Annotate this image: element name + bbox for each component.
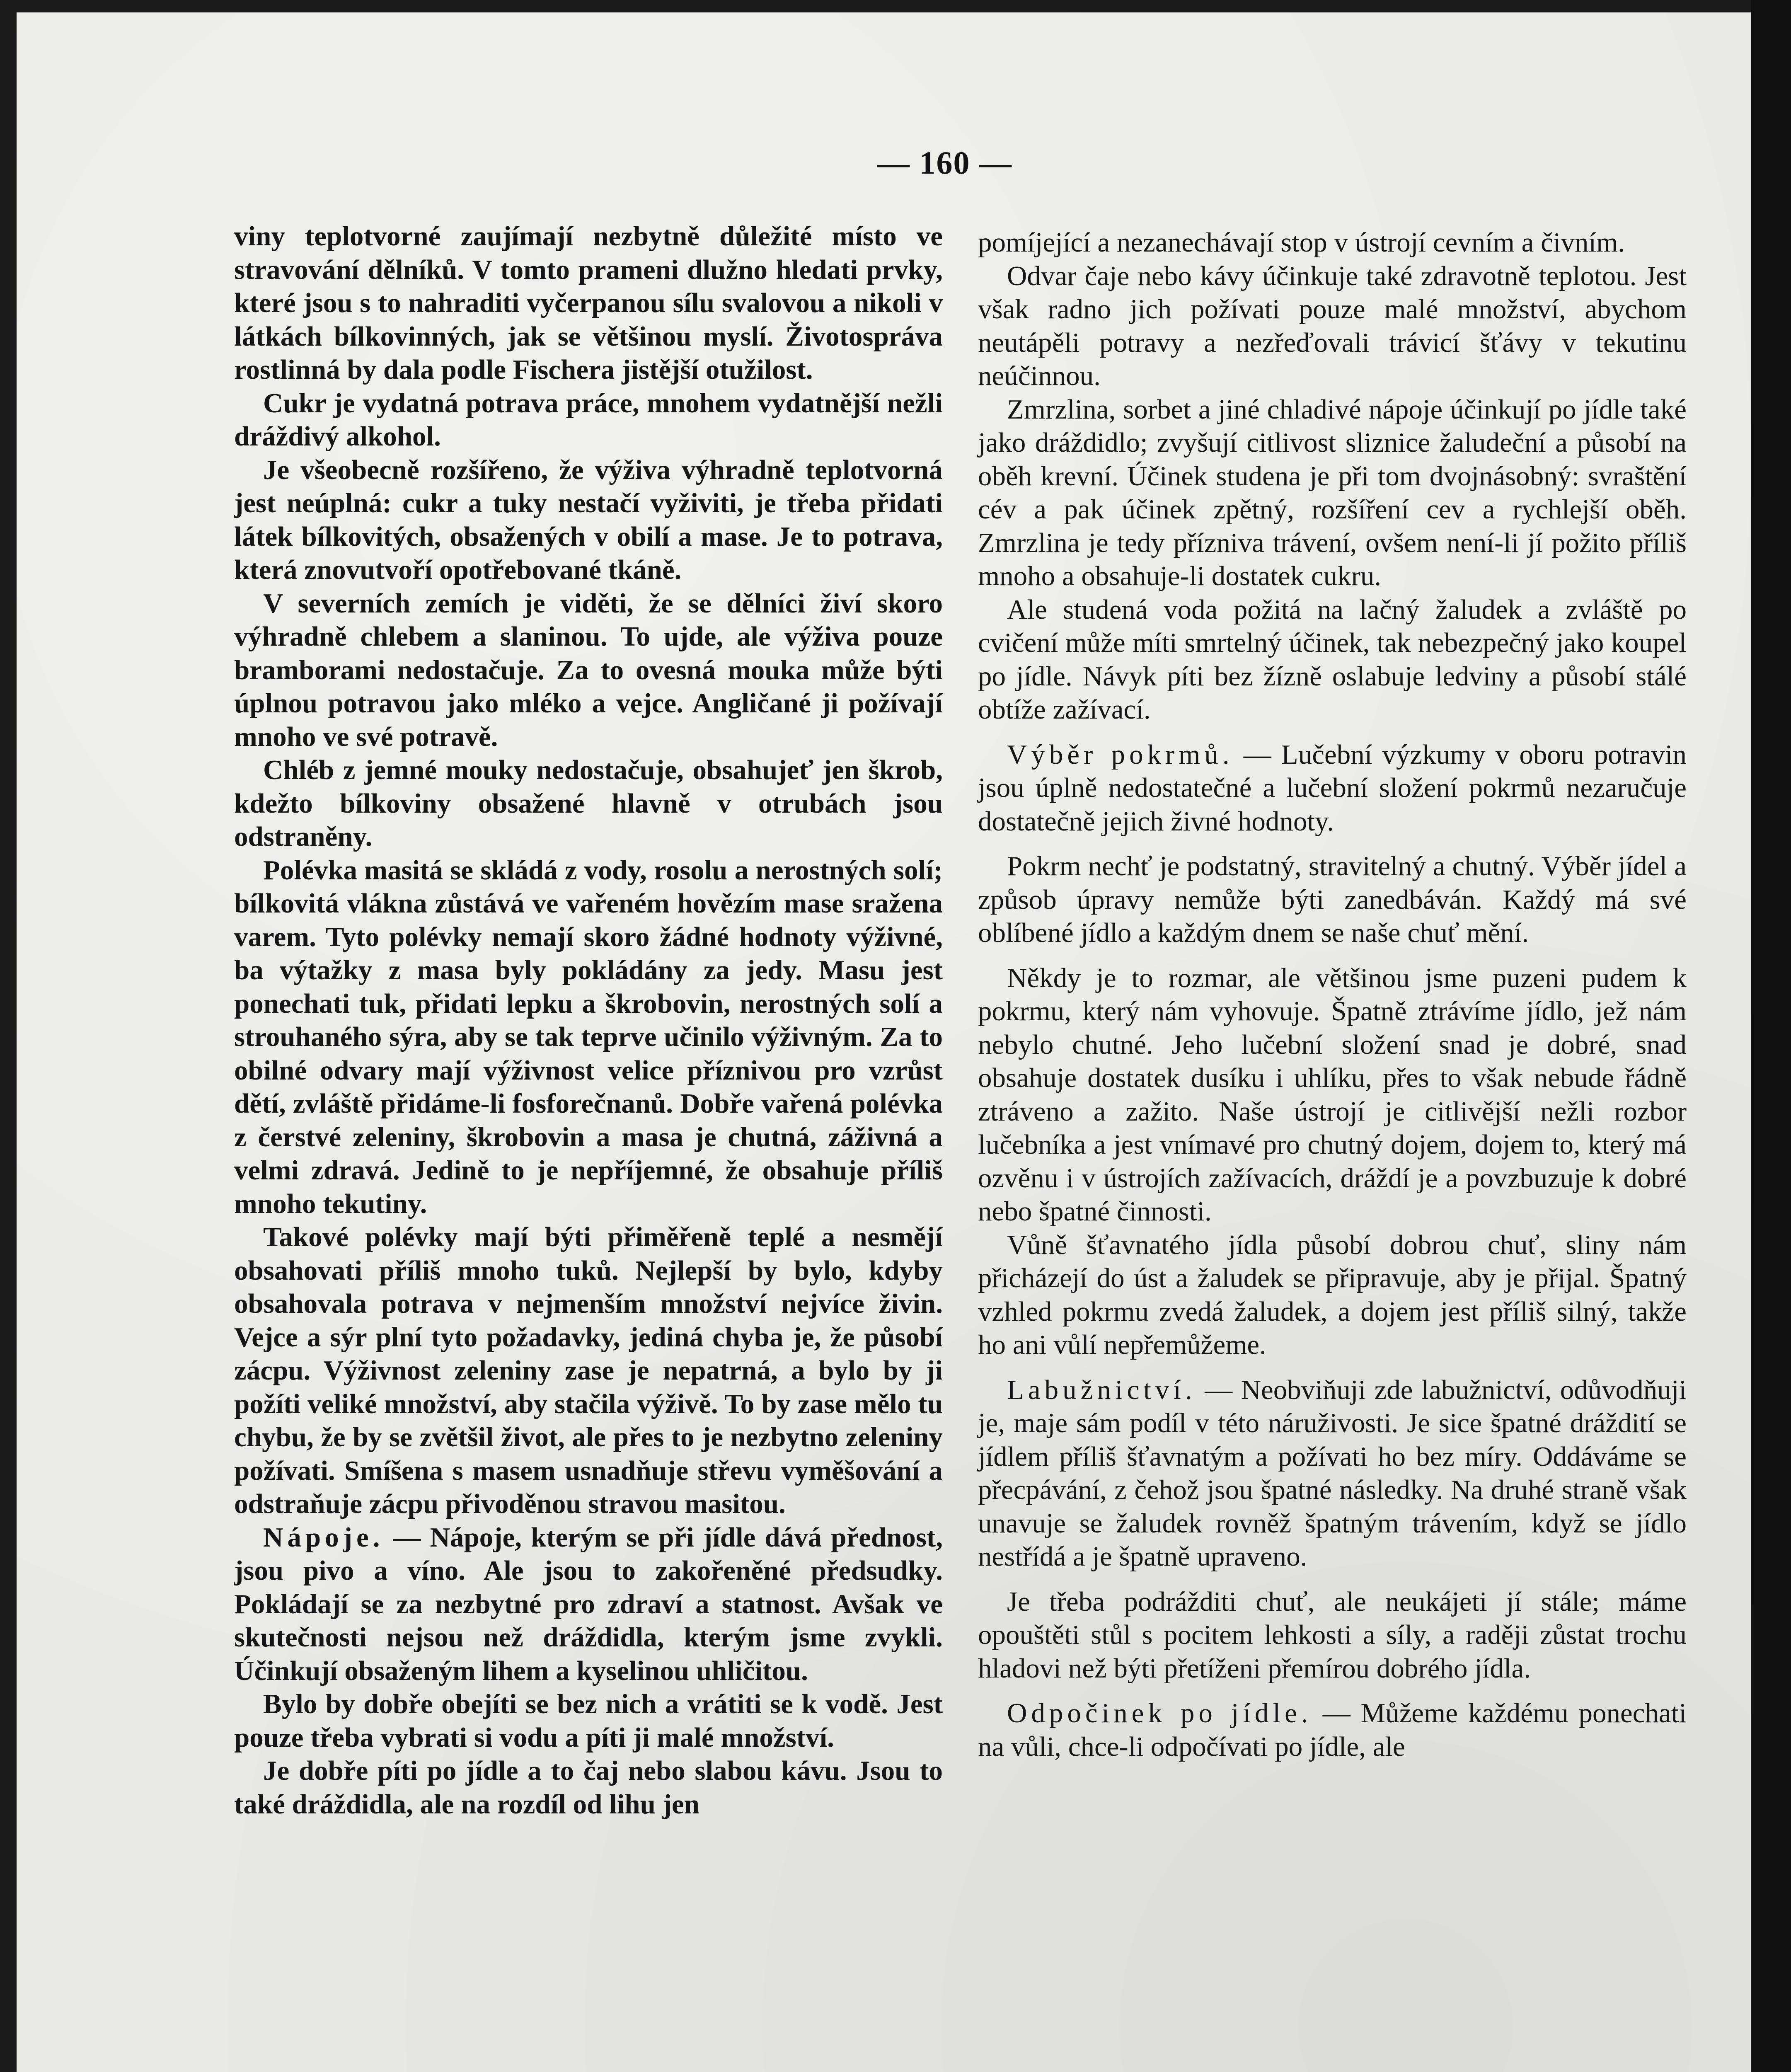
- paragraph: Cukr je vydatná potrava práce, mnohem vydatnější nežli dráždivý alkohol.: [234, 387, 943, 452]
- paragraph: Zmrzlina, sorbet a jiné chladivé nápoje účinkují po jídle také jako dráždidlo; zvyšují citlivost sliznice žaludeční a působí na oběh krevní. Účinek studena je při tom dvojnásobný: svraštění cév a pak účinek zpětný, rozšíření cev a rychlejší oběh. Zmrzlina je tedy přízniva trávení, ovšem není-li jí požito příliš mnoho a obsahuje-li dostatek cukru.: [978, 394, 1687, 591]
- paragraph: Pokrm nechť je podstatný, stravitelný a chutný. Výběr jídel a způsob úpravy nemůže býti zanedbáván. Každý má své oblíbené jídlo a každým dnem se naše chuť mění.: [978, 851, 1687, 948]
- paragraph: [978, 1697, 1687, 1763]
- paragraph: Ale studená voda požitá na lačný žaludek a zvláště po cvičení může míti smrtelný účinek, tak nebezpečný jako koupel po jídle. Návyk píti bez žízně oslabuje ledviny a působí stálé obtíže zažívací.: [978, 594, 1687, 725]
- paragraph-text: — Neobviňuji zde labužnictví, odůvodňuji je, maje sám podíl v této náruživosti. Je sice špatné dráždití se jídlem příliš šťavnatým a požívati ho bez míry. Oddáváme se přecpávání, z čehož jsou špatné následky. Na druhé straně však unavuje se žaludek rovněž špatným trávením, když se jídlo nestřídá a je špatně upraveno.: [978, 1374, 1687, 1572]
- paragraph-text: — Můžeme každému ponechati na vůli, chce-li odpočívati po jídle, ale: [978, 1698, 1687, 1762]
- paragraph: Takové polévky mají býti přiměřeně teplé a nesmějí obsahovati příliš mnoho tuků. Nejlepší by bylo, kdyby obsahovala potrava v nejmenším množství nejvíce živin. Vejce a sýr plní tyto požadavky, jediná chyba je, že působí zácpu. Výživnost zeleniny zase je nepatrná, a bylo by ji požíti veliké množství, aby stačila výživě. To by zase mělo tu chybu, že by se zvětšil život, ale přes to je nezbytno zeleniny požívati. Smíšena s masem usnadňuje střevu vyměšování a odstraňuje zácpu přivoděnou stravou masitou.: [234, 1222, 943, 1519]
- paragraph: Polévka masitá se skládá z vody, rosolu a nerostných solí; bílkovitá vlákna zůstává ve vařeném hovězím mase sražena varem. Tyto polévky nemají skoro žádné hodnoty výživné, ba výtažky z masa byly pokládány za jedy. Masu jest ponechati tuk, přidati lepku a škrobovin, nerostných solí a strouhaného sýra, aby se tak teprve učinilo výživným. Za to obilné odvary mají výživnost velice příznivou pro vzrůst dětí, zvláště přidáme-li fosforečnanů. Dobře vařená polévka z čerstvé zeleniny, škrobovin a masa je chutná, záživná a velmi zdravá. Jedině to je nepříjemné, že obsahuje příliš mnoho tekutiny.: [234, 854, 943, 1219]
- section-heading: Nápoje.: [263, 1522, 384, 1553]
- paragraph: pomíjející a nezanechávají stop v ústrojí cevním a čivním.: [978, 227, 1625, 258]
- section-heading: Výběr pokrmů.: [1007, 739, 1234, 770]
- scanned-page: [17, 12, 1755, 2072]
- paragraph: Chléb z jemné mouky nedostačuje, obsahujeť jen škrob, kdežto bílkoviny obsažené hlavně v otrubách jsou odstraněny.: [234, 755, 943, 852]
- page-number: — 160 —: [877, 145, 1012, 181]
- paragraph: [978, 738, 1687, 838]
- paragraph: Někdy je to rozmar, ale většinou jsme puzeni pudem k pokrmu, který nám vyhovuje. Špatně ztrávíme jídlo, jež nám nebylo chutné. Jeho lučební složení snad je dobré, snad obsahuje dostatek dusíku i uhlíku, přes to však nebude řádně ztráveno a zažito. Naše ústrojí je citlivější nežli rozbor lučebníka a jest vnímavé pro chutný dojem, dojem to, který má ozvěnu i v ústrojích zažívacích, dráždí je a povzbuzuje k dobré nebo špatné činnosti.: [978, 962, 1687, 1227]
- paragraph-text: — Nápoje, kterým se při jídle dává přednost, jsou pivo a víno. Ale jsou to zakořeněné předsudky. Pokládají se za nezbytné pro zdraví a statnost. Avšak ve skutečnosti nejsou než dráždidla, kterým jsme zvykli. Účinkují obsaženým lihem a kyselinou uhličitou.: [234, 1522, 943, 1686]
- paragraph: Je všeobecně rozšířeno, že výživa výhradně teplotvorná jest neúplná: cukr a tuky nestačí vyživiti, je třeba přidati látek bílkovitých, obsažených v obilí a mase. Je to potrava, která znovutvoří opotřebované tkáně.: [234, 454, 943, 585]
- paragraph: Je dobře píti po jídle a to čaj nebo slabou kávu. Jsou to také dráždidla, ale na rozdíl od lihu jen: [234, 1755, 943, 1820]
- paragraph-text: — Lučební výzkumy v oboru potravin jsou úplně nedostatečné a lučební složení pokrmů nezaručuje dostatečně jejich živné hodnoty.: [978, 739, 1687, 837]
- left-column: [234, 220, 943, 1821]
- paragraph: V severních zemích je viděti, že se dělníci živí skoro výhradně chlebem a slaninou. To ujde, ale výživa pouze bramborami nedostačuje. Za to ovesná mouka může býti úplnou potravou jako mléko a vejce. Angličané ji požívají mnoho ve své potravě.: [234, 588, 943, 752]
- paragraph: viny teplotvorné zaujímají nezbytně důležité místo ve stravování dělníků. V tomto prameni dlužno hledati prvky, které jsou s to nahraditi vyčerpanou sílu svalovou a nikoli v látkách bílkovinných, jak se většinou myslí. Životospráva rostlinná by dala podle Fischera jistější otužilost.: [234, 221, 943, 385]
- paragraph: [234, 1521, 943, 1688]
- section-heading: Odpočinek po jídle.: [1007, 1698, 1312, 1728]
- paragraph: Je třeba podrážditi chuť, ale neukájeti jí stále; máme opouštěti stůl s pocitem lehkosti a síly, a raději zůstat trochu hladovi než býti přetíženi přemírou dobrého jídla.: [978, 1586, 1687, 1684]
- paragraph: Vůně šťavnatého jídla působí dobrou chuť, sliny nám přicházejí do úst a žaludek se připravuje, aby je přijal. Špatný vzhled pokrmu zvedá žaludek, a dojem jest příliš silný, takže ho ani vůlí nepřemůžeme.: [978, 1229, 1687, 1360]
- paragraph: Odvar čaje nebo kávy účinkuje také zdravotně teplotou. Jest však radno jich požívati pouze malé množství, abychom neutápěli potravy a nezřeďovali trávicí šťávy v tekutinu neúčinnou.: [978, 260, 1687, 391]
- paragraph: [978, 1373, 1687, 1573]
- paragraph: Bylo by dobře obejíti se bez nich a vrátiti se k vodě. Jest pouze třeba vybrati si vodu a píti ji malé množství.: [234, 1689, 943, 1753]
- right-column: [978, 226, 1687, 1763]
- scan-border: [1751, 0, 1791, 2072]
- section-heading: Labužnictví.: [1007, 1374, 1196, 1405]
